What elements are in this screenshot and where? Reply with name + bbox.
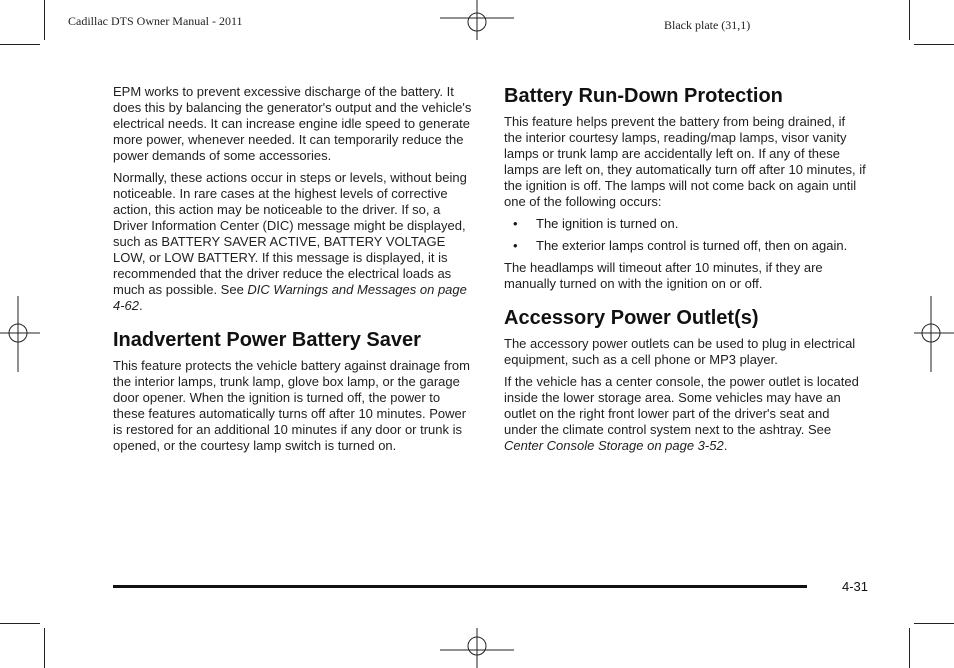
paragraph-dic-text: Normally, these actions occur in steps or levels, without being noticeable. In rare cases at the highest levels of corrective action, this action may be noticeable to the driver. If so, a Driver Information Center (DIC) message might be displayed, such as BATTERY SAVER ACTIVE, BATTERY VOLTAGE LOW, or LOW BATTERY. If this message is displayed, it is recommended that the driver reduce the electrical loads as much as possible. See [113, 170, 467, 297]
paragraph-outlets-intro: The accessory power outlets can be used to plug in electrical equipment, such as a cell phone or MP3 player. [504, 336, 856, 367]
crop-mark-bottom-right-v [909, 628, 910, 668]
paragraph-dic-end: . [139, 298, 143, 313]
list-item [504, 238, 866, 254]
list-item-text: The ignition is turned on. [536, 216, 679, 231]
cross-reference-dic-warnings[interactable]: DIC Warnings and Messages on page 4-62 [113, 282, 467, 313]
crop-mark-top-right-v [909, 0, 910, 40]
paragraph-dic-message [113, 170, 475, 314]
bullet-icon: • [513, 238, 518, 253]
page-number: 4-31 [842, 579, 869, 594]
list-item [504, 216, 866, 232]
paragraph-battery-saver: This feature protects the vehicle battery against drainage from the interior lamps, trunk lamp, glove box lamp, or the garage door opener. When the ignition is turned off, the power to these features automatically turns off after 10 minutes. Power is restored for an additional 10 minutes if any door or trunk is opened, or the courtesy lamp switch is turned on. [113, 358, 470, 453]
paragraph-headlamps: The headlamps will timeout after 10 minutes, if they are manually turned on with the ignition on or off. [504, 260, 823, 291]
paragraph-epm: EPM works to prevent excessive discharge of the battery. It does this by balancing the generator's output and the vehicle's electrical needs. It can increase engine idle speed to generate more power, whenever needed. It can temporarily reduce the power demands of some accessories. [113, 84, 472, 163]
crop-mark-top-right-h [914, 44, 954, 45]
heading-battery-run-down-protection: Battery Run-Down Protection [504, 85, 783, 107]
paragraph-outlet-end: . [723, 438, 728, 453]
paragraph-run-down: This feature helps prevent the battery from being drained, if the interior courtesy lamps, reading/map lamps, visor vanity lamps or trunk lamp are accidentally left on. If any of these lamps are left on, they automatically turn off after 10 minutes, if the ignition is off. The lamps will not come back on again until one of the following occurs: [504, 114, 866, 209]
registration-mark-bottom [440, 628, 514, 668]
header-plate-info: Black plate (31,1) [664, 18, 751, 32]
crop-mark-top-left-h [0, 44, 40, 45]
crop-mark-bottom-right-h [914, 623, 954, 624]
bullet-list [504, 216, 866, 254]
crop-mark-bottom-left-v [44, 628, 45, 668]
paragraph-outlet-location [504, 374, 866, 454]
left-column [113, 84, 475, 460]
registration-mark-right [914, 296, 954, 372]
footer-rule [113, 585, 807, 588]
cross-reference-center-console[interactable]: Center Console Storage on page 3-52 [504, 438, 724, 453]
registration-mark-left [0, 296, 40, 372]
right-column [504, 84, 866, 460]
list-item-text: The exterior lamps control is turned off, then on again. [536, 238, 848, 253]
crop-mark-top-left-v [44, 0, 45, 40]
heading-accessory-power-outlets: Accessory Power Outlet(s) [504, 307, 759, 329]
registration-mark-top [440, 0, 514, 40]
paragraph-outlet-text: If the vehicle has a center console, the power outlet is located inside the lower storage area. Some vehicles may have an outlet on the right front lower part of the driver's seat and under the climate control system next to the ashtray. See [504, 374, 859, 437]
bullet-icon: • [513, 216, 518, 231]
header-document-title: Cadillac DTS Owner Manual - 2011 [68, 14, 243, 28]
crop-mark-bottom-left-h [0, 623, 40, 624]
heading-inadvertent-power-battery-saver: Inadvertent Power Battery Saver [113, 329, 421, 351]
